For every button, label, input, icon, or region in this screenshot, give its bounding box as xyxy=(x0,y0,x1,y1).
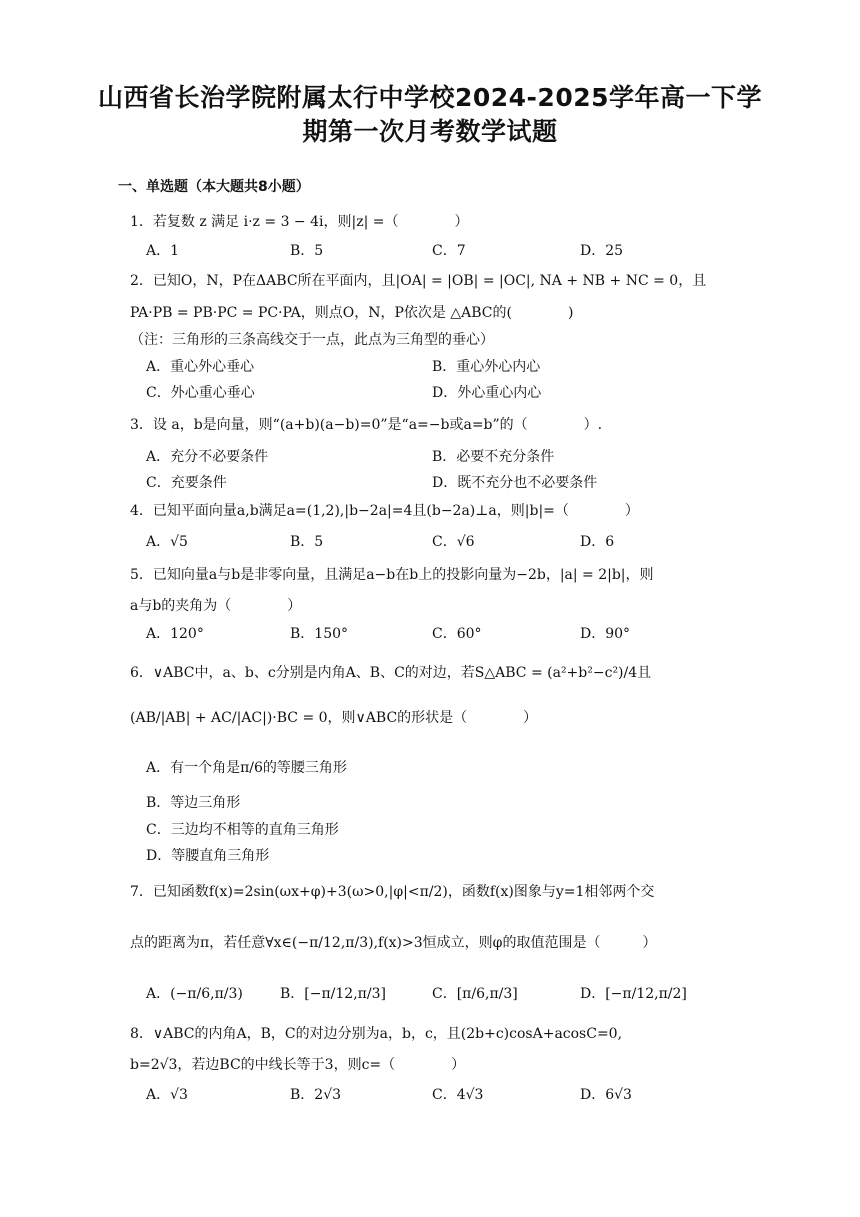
question-3-stem: 3．设 a，b是向量，则“(a+b)(a−b)=0”是“a=−b或a=b”的（ ）. xyxy=(130,417,603,433)
question-6-option-c[interactable]: C．三边均不相等的直角三角形 xyxy=(146,822,339,838)
question-5-option-a[interactable]: A．120° xyxy=(146,626,204,642)
question-7-option-b[interactable]: B．[−π/12,π/3] xyxy=(280,986,386,1002)
question-8-option-a[interactable]: A．√3 xyxy=(146,1087,188,1103)
question-5-line-2: a与b的夹角为（ ） xyxy=(130,598,302,614)
section-heading-single-choice: 一、单选题（本大题共8小题） xyxy=(118,179,310,195)
question-2-line-2: PA·PB = PB·PC = PC·PA，则点O，N，P依次是 △ABC的( ) xyxy=(130,305,574,321)
question-8-option-d[interactable]: D．6√3 xyxy=(580,1087,632,1103)
question-2-note: （注：三角形的三条高线交于一点，此点为三角型的垂心） xyxy=(130,332,494,348)
question-4-option-c[interactable]: C．√6 xyxy=(432,534,475,550)
question-8-option-c[interactable]: C．4√3 xyxy=(432,1087,484,1103)
question-2-option-c[interactable]: C．外心重心垂心 xyxy=(146,385,255,401)
question-5-option-c[interactable]: C．60° xyxy=(432,626,482,642)
question-4-option-b[interactable]: B．5 xyxy=(290,534,324,550)
question-7-line-2: 点的距离为π，若任意∀x∈(−π/12,π/3),f(x)>3恒成立，则φ的取值范围是（ ） xyxy=(130,935,657,951)
question-4-option-a[interactable]: A．√5 xyxy=(146,534,188,550)
question-3-option-b[interactable]: B．必要不充分条件 xyxy=(432,449,555,465)
question-1-option-b[interactable]: B．5 xyxy=(290,243,324,259)
question-2-option-d[interactable]: D．外心重心内心 xyxy=(432,385,542,401)
question-6-option-a[interactable]: A．有一个角是π/6的等腰三角形 xyxy=(146,760,347,776)
question-6-option-d[interactable]: D．等腰直角三角形 xyxy=(146,848,270,864)
question-3-option-c[interactable]: C．充要条件 xyxy=(146,475,227,491)
question-7-option-c[interactable]: C．[π/6,π/3] xyxy=(432,986,518,1002)
question-2-option-a[interactable]: A．重心外心垂心 xyxy=(146,359,255,375)
question-8-option-b[interactable]: B．2√3 xyxy=(290,1087,342,1103)
question-8-line-1: 8．∨ABC的内角A，B，C的对边分别为a，b，c，且(2b+c)cosA+acosC=0, xyxy=(130,1026,623,1042)
question-5-option-b[interactable]: B．150° xyxy=(290,626,349,642)
question-1-option-d[interactable]: D．25 xyxy=(580,243,624,259)
question-6-line-1: 6．∨ABC中，a、b、c分别是内角A、B、C的对边，若S△ABC = (a²+b²−c²)/4且 xyxy=(130,665,652,681)
question-2-option-b[interactable]: B．重心外心内心 xyxy=(432,359,541,375)
exam-title-line-1: 山西省长治学院附属太行中学校2024-2025学年高一下学 xyxy=(97,83,763,112)
question-3-option-d[interactable]: D．既不充分也不必要条件 xyxy=(432,475,598,491)
question-6-option-b[interactable]: B．等边三角形 xyxy=(146,795,241,811)
question-7-line-1: 7．已知函数f(x)=2sin(ωx+φ)+3(ω>0,|φ|<π/2)，函数f(x)图象与y=1相邻两个交 xyxy=(130,884,655,900)
question-2-line-1: 2．已知O，N，P在ΔABC所在平面内，且|OA| = |OB| = |OC|, NA + NB + NC = 0，且 xyxy=(130,273,707,289)
question-4-option-d[interactable]: D．6 xyxy=(580,534,615,550)
question-7-option-a[interactable]: A．(−π/6,π/3) xyxy=(146,986,243,1002)
question-6-line-2: (AB/|AB| + AC/|AC|)·BC = 0，则∨ABC的形状是（ ） xyxy=(130,710,538,726)
question-7-option-d[interactable]: D．[−π/12,π/2] xyxy=(580,986,687,1002)
question-5-option-d[interactable]: D．90° xyxy=(580,626,631,642)
question-3-option-a[interactable]: A．充分不必要条件 xyxy=(146,449,269,465)
exam-title-line-2: 期第一次月考数学试题 xyxy=(302,117,558,146)
question-5-line-1: 5．已知向量a与b是非零向量，且满足a−b在b上的投影向量为−2b，|a| = 2|b|，则 xyxy=(130,567,654,583)
question-1-option-c[interactable]: C．7 xyxy=(432,243,466,259)
question-1-option-a[interactable]: A．1 xyxy=(146,243,180,259)
question-1-stem: 1．若复数 z 满足 i·z = 3 − 4i，则|z| =（ ） xyxy=(130,214,469,230)
question-4-stem: 4．已知平面向量a,b满足a=(1,2),|b−2a|=4且(b−2a)⊥a，则|b|=（ ） xyxy=(130,503,639,519)
question-8-line-2: b=2√3，若边BC的中线长等于3，则c=（ ） xyxy=(130,1057,466,1073)
